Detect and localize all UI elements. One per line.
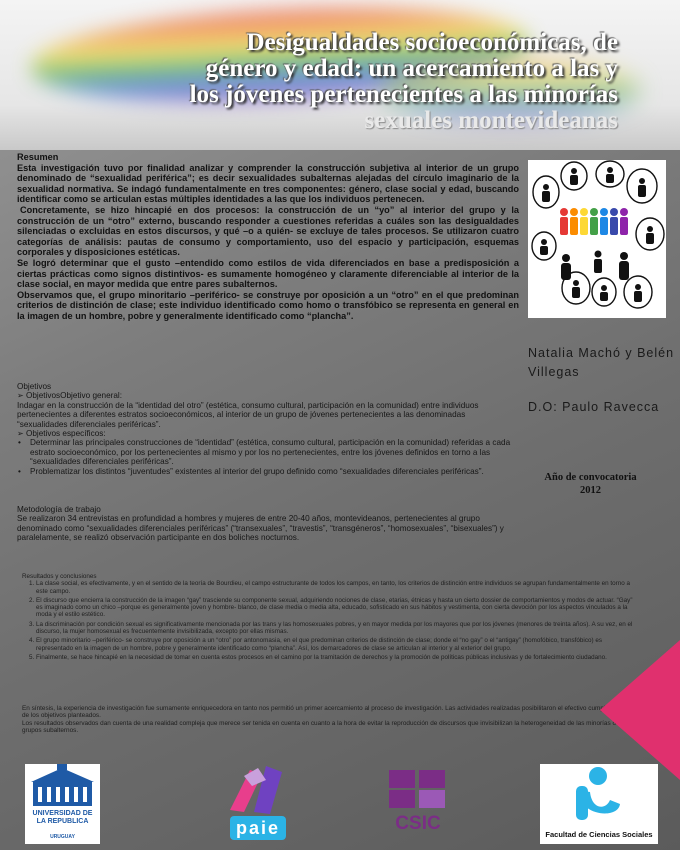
udelar-logo-text: UNIVERSIDAD DE LA REPUBLICA	[32, 810, 93, 825]
objetivo-general-text: Indagar en la construcción de la “identidad del otro” (estética, consumo cultural, participación en la comunidad) entre individuos pertenecientes a diferentes estratos socioeconómicos, al interior de un grupo de jóvenes pertenecientes a las denominadas “sexualidades diferenciales periféricas”.	[17, 400, 479, 429]
objetivo-general-label: ObjetivosObjetivo general:	[26, 391, 123, 401]
resultado-item: 2. El discurso que encierra la construcción de la imagen “gay” trasciende su componente sexual, adquiriendo nociones de clase, etarias, étnicas y hasta un cierto dossier de comportamientos y modos de actuar. “Gay” es imaginado como un chico –porque es generalmente joven y hombre- blanco, de clase media o media alta, educado, sofisticado en sus hábitos y vestimenta, con cierta devoción por los aspectos vinculados a la moda y el estilo estético.	[36, 597, 634, 619]
objetivo-especifico-item	[17, 467, 517, 476]
metodologia-section	[17, 505, 522, 543]
objetivos-heading: Objetivos	[17, 382, 52, 391]
sintesis-paragraph-1: En síntesis, la experiencia de investigación fue sumamente enriquecedora en tanto nos permitió un primer acercamiento al proceso de investigación. Las actividades realizadas posibilitaron el efectivo cumplimiento de los objetivos planteados.	[22, 705, 626, 720]
paie-logo	[222, 766, 294, 842]
authors-block	[528, 344, 678, 433]
resumen-section	[17, 152, 519, 322]
resumen-paragraph-4: Observamos que, el grupo minoritario –periférico- se construye por oposición a un “otro” en el que predominan criterios de distinción de clase; este individuo identificado como homo o transfóbico se representa en general en la imagen de un hombre, pobre y generalmente identificado como “plancha”.	[17, 289, 519, 321]
resultado-item: 4. El grupo minoritario –periférico- se construye por oposición a un “otro” por antonomasia, en el que predominan criterios de distinción de clase; donde el “no gay” o el “antigay” (homofóbico, transfóbico) es representado en la imagen de un hombre, pobre y generalmente identificado como “plancha”. Así, los demarcadores de clase se articulan al interior y al exterior del grupo.	[36, 637, 634, 652]
objetivo-general-label-row	[17, 391, 517, 400]
arrow-bullet-icon: ➢	[17, 429, 24, 439]
paie-logo-text: paie	[230, 816, 286, 840]
resultados-list	[22, 580, 634, 661]
convocatoria-block	[528, 471, 653, 497]
header-banner	[0, 0, 680, 150]
objetivo-especifico-text: Problematizar los distintos “juventudes” existentes al interior del grupo definido como “sexualidades diferenciales periféricas”.	[30, 466, 484, 476]
title-line-3: los jóvenes pertenecientes a las minorías	[189, 81, 618, 108]
udelar-logo-subtext: URUGUAY	[50, 834, 75, 840]
objetivos-section	[17, 382, 517, 476]
resultado-item: 1. La clase social, es efectivamente, y en el sentido de la teoría de Bourdieu, el campo estructurante de todos los campos, en tanto, los criterios de distinción entre individuos se agrupan fundamentalmente en torno a este campo.	[36, 580, 634, 595]
author-names: Natalia Machó y Belén Villegas	[528, 346, 675, 379]
poster-title	[98, 30, 618, 134]
pink-accent-triangle	[600, 640, 680, 780]
resultado-item: 3. La discriminación por condición sexual es significativamente mencionada por las trans y las homosexuales pobres, y en mayor medida por los mayores que por los jóvenes (menores de treinta años). A su vez, en el discurso, la mujer homosexual es frecuentemente invisibilizada, excepto por ellas mismas.	[36, 621, 634, 636]
resumen-paragraph-3: Se logró determinar que el gusto –entendido como estilos de vida diferenciados en base a predisposición a ciertas prácticas como signos distintivos- es sumamente homogéneo y claramente diferenciable al interior de la clase social, en mayor medida que entre pares subalternos.	[17, 257, 519, 290]
csic-squares-icon	[385, 768, 451, 810]
csic-logo	[385, 768, 451, 840]
title-line-4: sexuales montevideanas	[364, 107, 618, 134]
bullet-icon: •	[18, 438, 21, 448]
figure-icon	[222, 766, 294, 816]
csic-logo-text: CSIC	[395, 813, 441, 834]
title-line-1: Desigualdades socioeconómicas, de	[246, 29, 618, 56]
resultados-section	[22, 573, 634, 663]
resumen-paragraph-2: Concretamente, se hizo hincapié en dos procesos: la construcción de un “yo” al interior del grupo y la construcción de un “otro” externo, buscando responder a cuestiones referidas a cuáles son las desigualdades silenciadas o excluidas en estos discursos, y qué –o a quién- se excluye de tales procesos. Se utilizaron cuatro categorías de análisis: pautas de consumo y comportamiento, uso del espacio y participación, esquemas corporales y disposiciones estéticas.	[17, 204, 519, 258]
metodologia-heading: Metodología de trabajo	[17, 505, 101, 514]
udelar-logo	[25, 764, 100, 844]
people-speech-bubbles-icon	[528, 160, 666, 318]
convocatoria-label: Año de convocatoria	[544, 472, 637, 483]
director-name: D.O: Paulo Ravecca	[528, 400, 660, 414]
objetivos-especificos-label-row	[17, 429, 517, 438]
arrow-bullet-icon: ➢	[17, 391, 24, 401]
resumen-heading: Resumen	[17, 152, 59, 162]
resumen-paragraph-1: Esta investigación tuvo por finalidad analizar y comprender la construcción subjetiva al interior de un grupo denominado de “sexualidad periférica”; es decir sexualidades subalternas alejadas del círculo imaginario de la sexualidad normativa. Se indagó fundamentalmente en tres componentes: género, clase social y edad, buscando identificar como se articulan estas múltiples identidades a las que los individuos pertenecen.	[17, 162, 519, 205]
resultados-heading: Resultados y conclusiones	[22, 573, 97, 580]
sintesis-paragraph-2: Los resultados observados dan cuenta de una realidad compleja que merece ser tenida en cuenta en cuanto a la hora de evitar la reproducción de discursos que invisibilizan la heterogeneidad de las minorías o grupos subalternos.	[22, 719, 616, 734]
fcs-logo	[540, 764, 658, 844]
sintesis-section	[22, 705, 634, 734]
objetivos-especificos-label: Objetivos específicos:	[26, 429, 106, 439]
convocatoria-year: 2012	[580, 485, 601, 496]
title-line-2: género y edad: un acercamiento a las y	[205, 55, 618, 82]
objetivo-especifico-text: Determinar las principales construcciones de “identidad” (estética, consumo cultural, participación en la comunidad) referidas a cada estrato socioeconómico, por los pertenecientes al mismo y por los no pertenecientes, entre los jóvenes definidos en torno a las “sexualidades diferenciales periféricas”.	[30, 438, 511, 467]
bullet-icon: •	[18, 466, 21, 476]
objetivo-especifico-item	[17, 438, 517, 466]
metodologia-text: Se realizaron 34 entrevistas en profundidad a hombres y mujeres de entre 20-40 años, montevideanos, pertenecientes al grupo denominado como “sexualidades diferenciales periféricas” (“transexuales”, “travestis”, “transgéneros”, “homosexuales”, “bisexuales”) y paralelamente, se realizó observación participante en dos boliches nocturnos.	[17, 514, 504, 543]
building-icon	[25, 764, 100, 810]
fcs-logo-text: Facultad de Ciencias Sociales	[545, 830, 653, 839]
fcs-figure-icon	[540, 764, 658, 828]
resultado-item: 5. Finalmente, se hace hincapié en la necesidad de tomar en cuenta estos procesos en el camino por la tramitación de derechos y la promoción de políticas públicas inclusivas y de fortalecimiento ciudadano.	[36, 654, 634, 661]
